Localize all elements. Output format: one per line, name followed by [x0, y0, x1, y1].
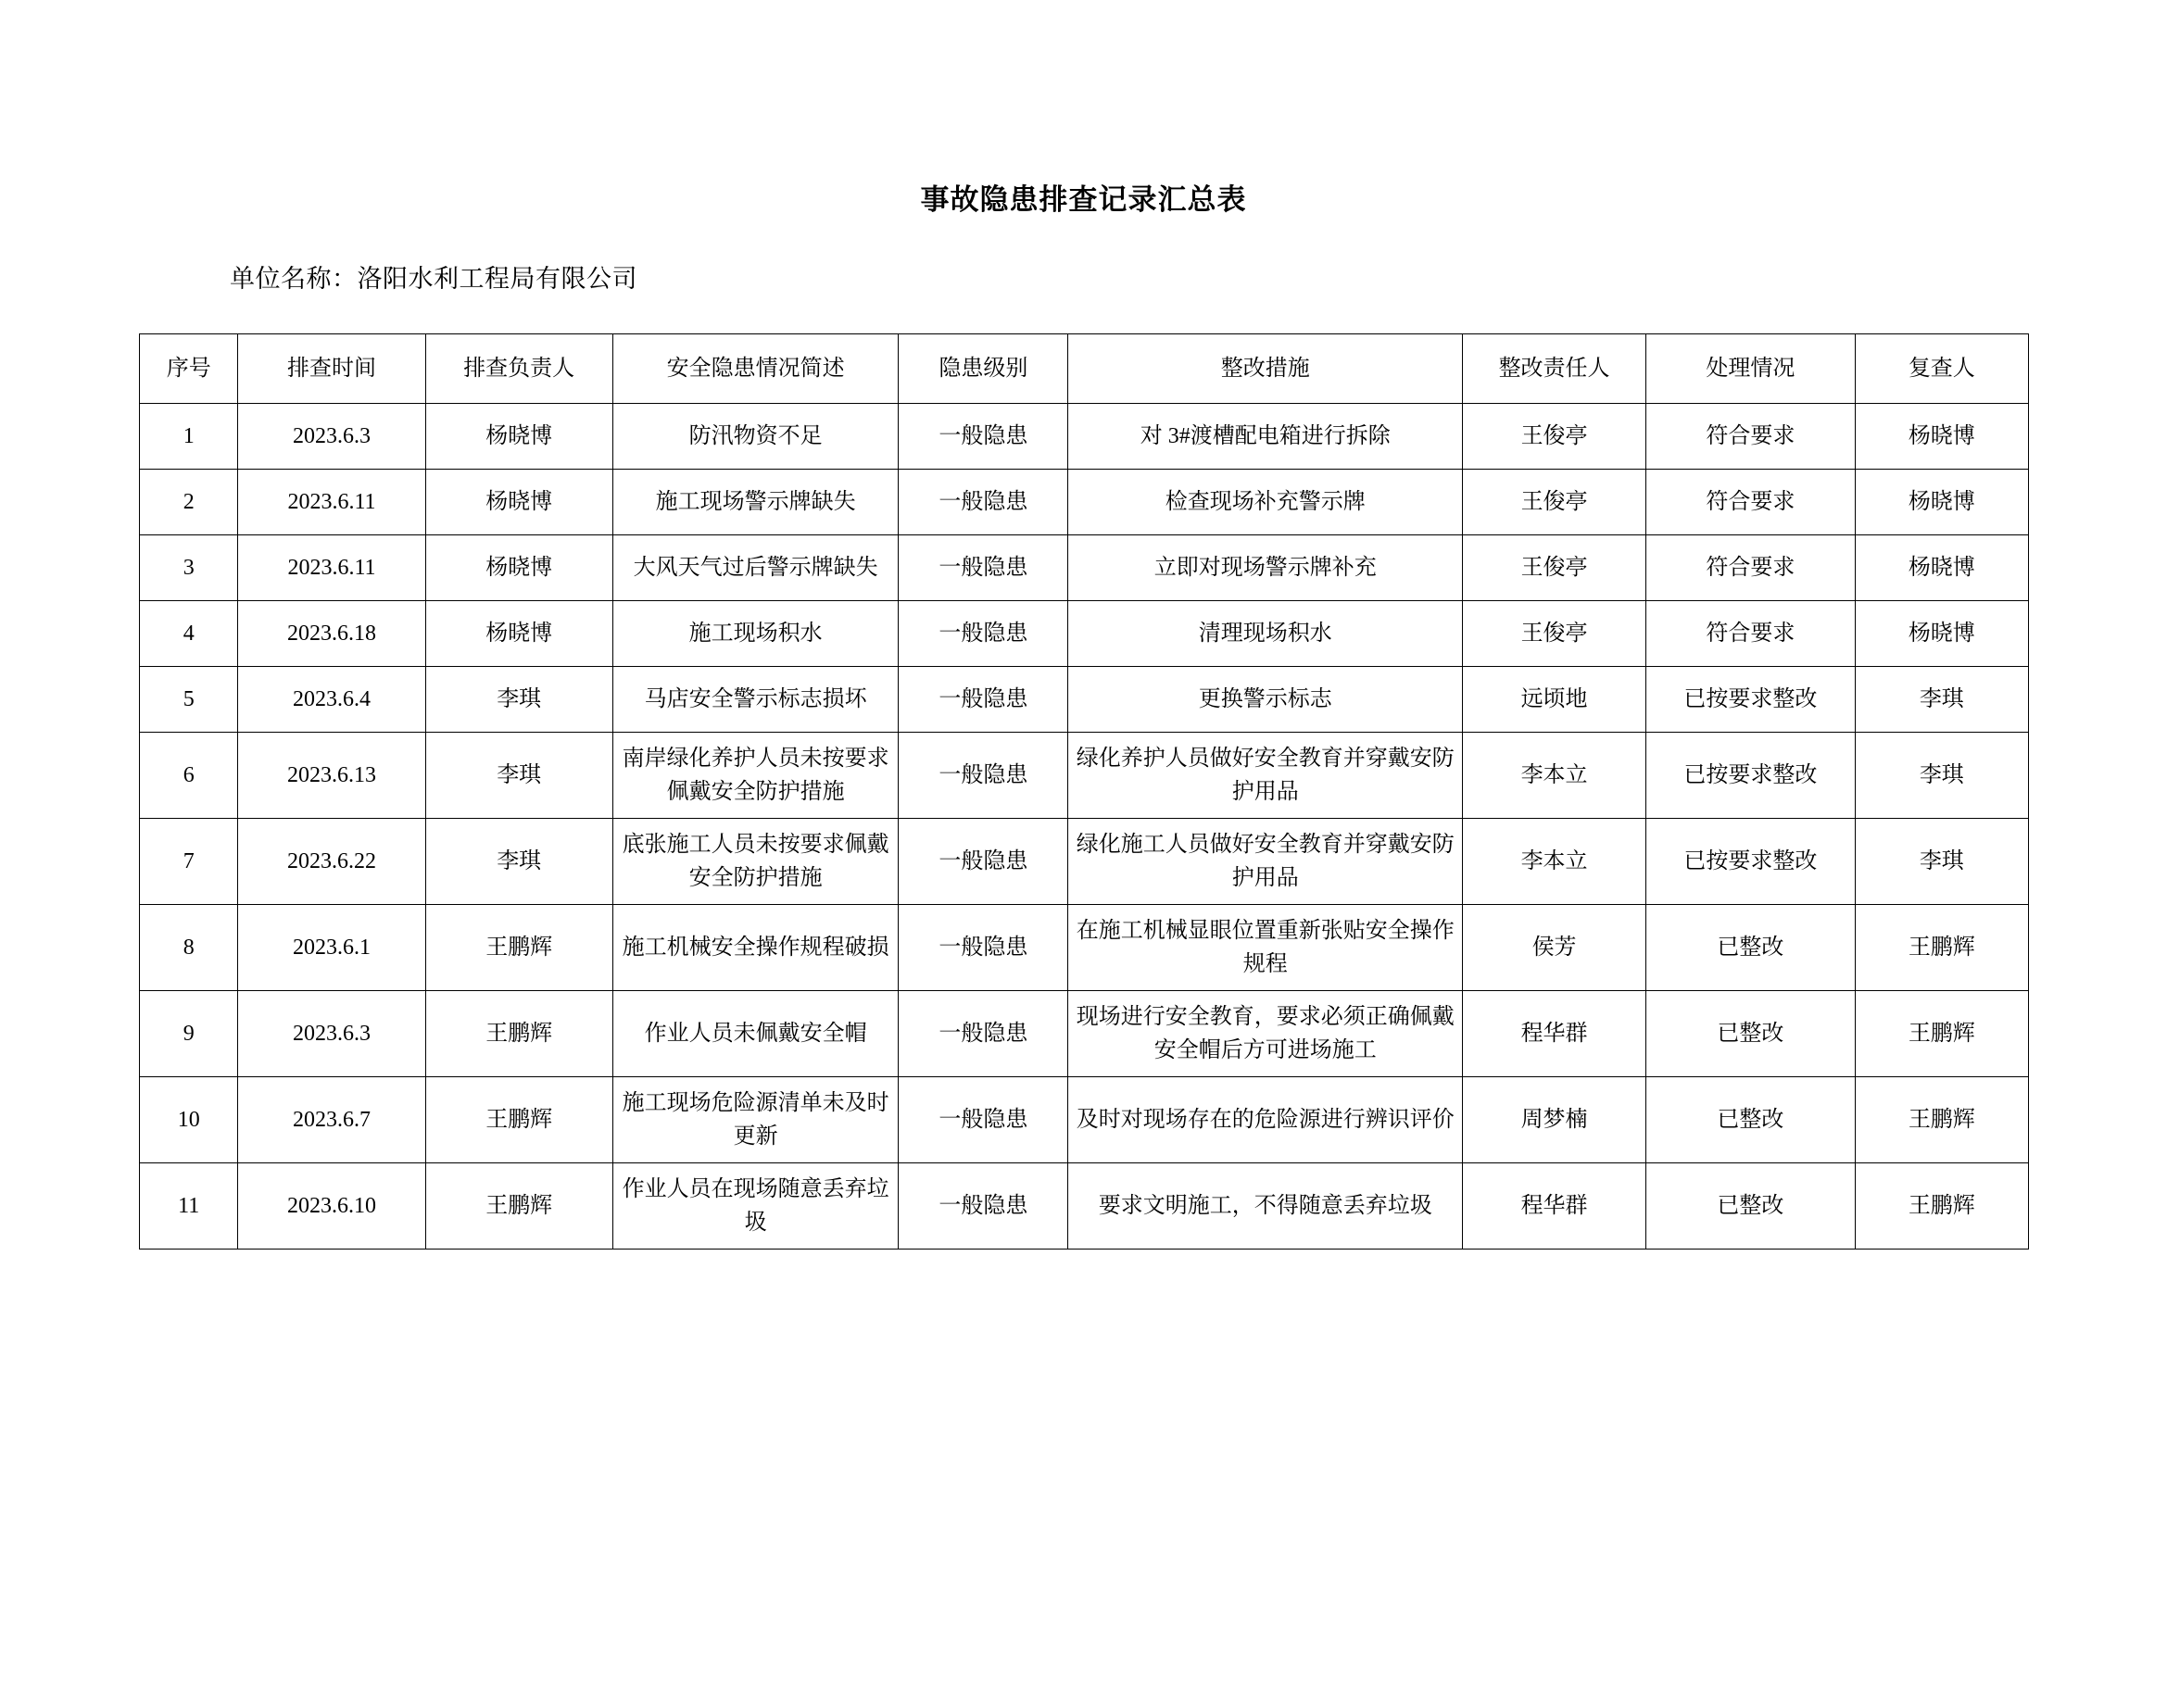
cell-measure: 现场进行安全教育，要求必须正确佩戴安全帽后方可进场施工: [1068, 991, 1463, 1077]
cell-inspector: 李琪: [425, 733, 612, 819]
cell-level: 一般隐患: [899, 667, 1068, 733]
cell-measure: 要求文明施工，不得随意丢弃垃圾: [1068, 1163, 1463, 1250]
cell-date: 2023.6.1: [238, 905, 425, 991]
cell-reviewer: 王鹏辉: [1855, 1163, 2028, 1250]
cell-no: 3: [140, 535, 238, 601]
table-row: [140, 1163, 2029, 1250]
cell-inspector: 杨晓博: [425, 535, 612, 601]
cell-status: 符合要求: [1646, 535, 1856, 601]
cell-reviewer: 李琪: [1855, 733, 2028, 819]
cell-inspector: 王鹏辉: [425, 905, 612, 991]
cell-no: 9: [140, 991, 238, 1077]
cell-responsible: 王俊亭: [1463, 535, 1646, 601]
cell-hazard: 施工现场积水: [612, 601, 899, 667]
hazard-table-container: [139, 333, 2028, 1250]
unit-name-line: 单位名称：洛阳水利工程局有限公司: [230, 265, 637, 293]
cell-measure: 立即对现场警示牌补充: [1068, 535, 1463, 601]
cell-inspector: 李琪: [425, 819, 612, 905]
hazard-inspection-table: [139, 333, 2029, 1250]
cell-date: 2023.6.18: [238, 601, 425, 667]
cell-measure: 检查现场补充警示牌: [1068, 470, 1463, 535]
cell-hazard: 南岸绿化养护人员未按要求佩戴安全防护措施: [612, 733, 899, 819]
cell-reviewer: 杨晓博: [1855, 404, 2028, 470]
cell-status: 已整改: [1646, 991, 1856, 1077]
table-row: [140, 819, 2029, 905]
cell-status: 已按要求整改: [1646, 819, 1856, 905]
cell-hazard: 施工现场危险源清单未及时更新: [612, 1077, 899, 1163]
cell-responsible: 王俊亭: [1463, 404, 1646, 470]
cell-date: 2023.6.3: [238, 991, 425, 1077]
cell-measure: 清理现场积水: [1068, 601, 1463, 667]
column-header-measure: 整改措施: [1068, 334, 1463, 404]
cell-status: 已整改: [1646, 1077, 1856, 1163]
cell-level: 一般隐患: [899, 404, 1068, 470]
column-header-date: 排查时间: [238, 334, 425, 404]
cell-no: 7: [140, 819, 238, 905]
cell-responsible: 周梦楠: [1463, 1077, 1646, 1163]
cell-status: 符合要求: [1646, 470, 1856, 535]
cell-level: 一般隐患: [899, 1077, 1068, 1163]
document-page: [0, 176, 2167, 1708]
cell-reviewer: 杨晓博: [1855, 601, 2028, 667]
cell-responsible: 李本立: [1463, 819, 1646, 905]
cell-measure: 在施工机械显眼位置重新张贴安全操作规程: [1068, 905, 1463, 991]
cell-date: 2023.6.22: [238, 819, 425, 905]
column-header-level: 隐患级别: [899, 334, 1068, 404]
table-row: [140, 470, 2029, 535]
cell-measure: 及时对现场存在的危险源进行辨识评价: [1068, 1077, 1463, 1163]
cell-measure: 绿化施工人员做好安全教育并穿戴安防护用品: [1068, 819, 1463, 905]
column-header-responsible: 整改责任人: [1463, 334, 1646, 404]
cell-hazard: 施工机械安全操作规程破损: [612, 905, 899, 991]
cell-level: 一般隐患: [899, 470, 1068, 535]
table-row: [140, 991, 2029, 1077]
cell-date: 2023.6.3: [238, 404, 425, 470]
cell-reviewer: 王鹏辉: [1855, 905, 2028, 991]
cell-level: 一般隐患: [899, 601, 1068, 667]
table-row: [140, 905, 2029, 991]
cell-date: 2023.6.4: [238, 667, 425, 733]
cell-level: 一般隐患: [899, 733, 1068, 819]
cell-no: 5: [140, 667, 238, 733]
cell-status: 已整改: [1646, 1163, 1856, 1250]
cell-no: 10: [140, 1077, 238, 1163]
cell-reviewer: 王鹏辉: [1855, 991, 2028, 1077]
cell-reviewer: 李琪: [1855, 819, 2028, 905]
cell-reviewer: 杨晓博: [1855, 470, 2028, 535]
cell-level: 一般隐患: [899, 905, 1068, 991]
cell-no: 11: [140, 1163, 238, 1250]
cell-no: 6: [140, 733, 238, 819]
table-row: [140, 667, 2029, 733]
column-header-status: 处理情况: [1646, 334, 1856, 404]
column-header-inspector: 排查负责人: [425, 334, 612, 404]
cell-level: 一般隐患: [899, 1163, 1068, 1250]
cell-date: 2023.6.11: [238, 535, 425, 601]
table-row: [140, 601, 2029, 667]
cell-inspector: 王鹏辉: [425, 1163, 612, 1250]
cell-date: 2023.6.11: [238, 470, 425, 535]
table-row: [140, 1077, 2029, 1163]
cell-hazard: 大风天气过后警示牌缺失: [612, 535, 899, 601]
cell-responsible: 王俊亭: [1463, 470, 1646, 535]
cell-inspector: 杨晓博: [425, 404, 612, 470]
page-title: 事故隐患排查记录汇总表: [920, 183, 1247, 216]
cell-level: 一般隐患: [899, 819, 1068, 905]
cell-measure: 绿化养护人员做好安全教育并穿戴安防护用品: [1068, 733, 1463, 819]
cell-responsible: 程华群: [1463, 991, 1646, 1077]
cell-responsible: 远顷地: [1463, 667, 1646, 733]
cell-hazard: 底张施工人员未按要求佩戴安全防护措施: [612, 819, 899, 905]
table-row: [140, 733, 2029, 819]
cell-level: 一般隐患: [899, 535, 1068, 601]
cell-status: 已按要求整改: [1646, 667, 1856, 733]
cell-hazard: 施工现场警示牌缺失: [612, 470, 899, 535]
cell-no: 2: [140, 470, 238, 535]
table-row: [140, 535, 2029, 601]
cell-hazard: 作业人员未佩戴安全帽: [612, 991, 899, 1077]
column-header-reviewer: 复查人: [1855, 334, 2028, 404]
cell-status: 已整改: [1646, 905, 1856, 991]
cell-status: 已按要求整改: [1646, 733, 1856, 819]
cell-reviewer: 王鹏辉: [1855, 1077, 2028, 1163]
cell-measure: 更换警示标志: [1068, 667, 1463, 733]
cell-date: 2023.6.13: [238, 733, 425, 819]
cell-no: 1: [140, 404, 238, 470]
cell-responsible: 侯芳: [1463, 905, 1646, 991]
cell-inspector: 王鹏辉: [425, 1077, 612, 1163]
column-header-no: 序号: [140, 334, 238, 404]
cell-responsible: 程华群: [1463, 1163, 1646, 1250]
cell-date: 2023.6.7: [238, 1077, 425, 1163]
cell-hazard: 作业人员在现场随意丢弃垃圾: [612, 1163, 899, 1250]
cell-inspector: 李琪: [425, 667, 612, 733]
cell-responsible: 王俊亭: [1463, 601, 1646, 667]
cell-hazard: 马店安全警示标志损坏: [612, 667, 899, 733]
cell-no: 4: [140, 601, 238, 667]
cell-date: 2023.6.10: [238, 1163, 425, 1250]
cell-level: 一般隐患: [899, 991, 1068, 1077]
cell-responsible: 李本立: [1463, 733, 1646, 819]
cell-reviewer: 杨晓博: [1855, 535, 2028, 601]
table-row: [140, 404, 2029, 470]
cell-reviewer: 李琪: [1855, 667, 2028, 733]
cell-inspector: 杨晓博: [425, 601, 612, 667]
cell-no: 8: [140, 905, 238, 991]
cell-measure: 对 3#渡槽配电箱进行拆除: [1068, 404, 1463, 470]
cell-status: 符合要求: [1646, 404, 1856, 470]
cell-status: 符合要求: [1646, 601, 1856, 667]
cell-inspector: 杨晓博: [425, 470, 612, 535]
cell-hazard: 防汛物资不足: [612, 404, 899, 470]
cell-inspector: 王鹏辉: [425, 991, 612, 1077]
column-header-hazard: 安全隐患情况简述: [612, 334, 899, 404]
table-header-row: [140, 334, 2029, 404]
